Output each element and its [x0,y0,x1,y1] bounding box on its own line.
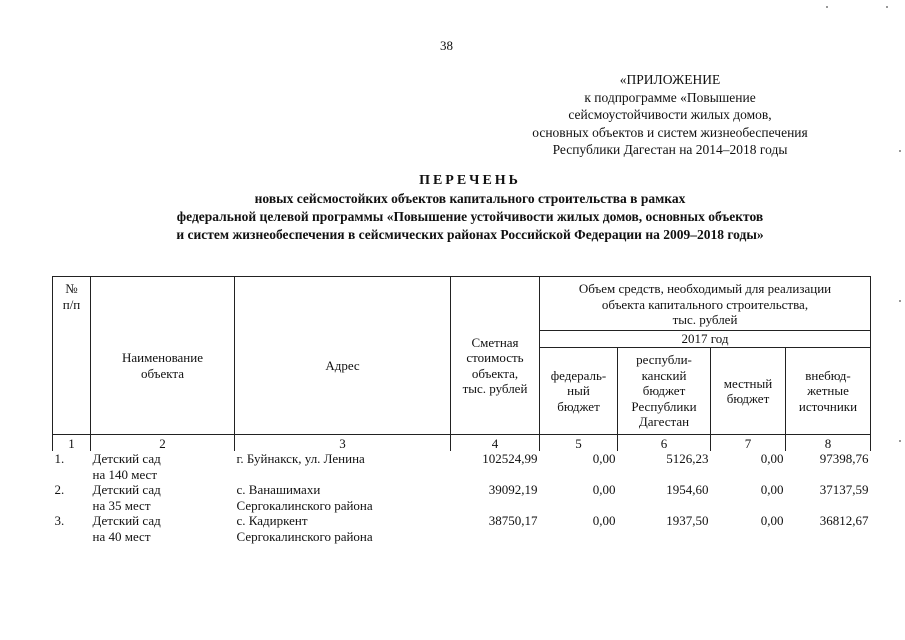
appendix-line: к подпрограмме «Повышение [584,89,756,105]
row-republic: 5126,23 [666,451,709,466]
appendix-header [460,71,880,159]
page-number: 38 [440,38,453,53]
table-row [53,482,871,513]
header-cost [451,277,540,435]
row-republic: 1937,50 [666,513,709,528]
row-name [91,513,235,544]
document-title [90,172,850,244]
row-extra: 37137,59 [819,482,869,497]
row-federal: 0,00 [592,482,616,497]
row-local: 0,00 [760,482,784,497]
scan-dot [886,6,888,8]
row-idx: 3. [54,513,65,528]
column-number: 5 [540,435,618,452]
column-number: 2 [91,435,235,452]
table-row [53,513,871,544]
row-name-text: Детский сад на 140 мест [92,451,161,482]
appendix-line: сейсмоустойчивости жилых домов, [568,107,772,122]
row-idx: 2. [54,482,65,497]
column-number: 1 [53,435,91,452]
appendix-line: «ПРИЛОЖЕНИЕ [619,72,721,87]
row-cost: 102524,99 [482,451,538,466]
header-name-text: Наименование объекта [122,350,203,381]
row-name [91,482,235,513]
row-address [235,513,451,544]
row-idx: 1. [54,451,65,466]
title-word: ПЕРЕЧЕНЬ [419,173,521,188]
header-idx-text: № п/п [62,281,81,312]
title-line: новых сейсмостойких объектов капитального строительства в рамках [254,191,686,206]
title-line: федеральной целевой программы «Повышение устойчивости жилых домов, основных объектов [176,209,764,224]
row-address-text: г. Буйнакск, ул. Ленина [236,451,365,466]
header-republic-text: республи- канский бюджет Республики Дагестан [631,352,697,430]
scan-dot [899,150,901,152]
row-name-text: Детский сад на 40 мест [92,513,161,544]
header-funds-text: Объем средств, необходимый для реализации объекта капитального строительства, тыс. рублей [578,281,832,328]
column-number: 6 [618,435,711,452]
header-address [235,277,451,435]
scan-dot [899,440,901,442]
header-local [711,348,786,435]
row-republic: 1954,60 [666,482,709,497]
row-name [91,451,235,482]
column-number: 8 [786,435,871,452]
objects-table [52,276,871,544]
row-name-text: Детский сад на 35 мест [92,482,161,513]
header-federal-text: федераль- ный бюджет [550,367,607,414]
appendix-line: Республики Дагестан на 2014–2018 годы [552,142,788,157]
header-idx [53,277,91,435]
header-year: 2017 год [540,331,871,348]
row-cost: 38750,17 [488,513,538,528]
row-federal: 0,00 [592,451,616,466]
header-extra-text: внебюд- жетные источники [798,367,858,414]
row-address-text: с. Кадиркент Сергокалинского района [236,513,373,544]
scan-dot [826,6,828,8]
scan-dot [899,300,901,302]
header-name [91,277,235,435]
row-extra: 97398,76 [819,451,869,466]
title-line: и систем жизнеобеспечения в сейсмических районах Российской Федерации на 2009–2018 годы» [176,227,764,242]
header-cost-text: Сметная стоимость объекта, тыс. рублей [462,334,528,396]
row-address [235,482,451,513]
row-address-text: с. Ванашимахи Сергокалинского района [236,482,373,513]
row-local: 0,00 [760,513,784,528]
header-republic [618,348,711,435]
row-local: 0,00 [760,451,784,466]
row-extra: 36812,67 [819,513,869,528]
row-address [235,451,451,482]
column-number: 3 [235,435,451,452]
column-number: 4 [451,435,540,452]
header-funds [540,277,871,331]
column-number: 7 [711,435,786,452]
header-federal [540,348,618,435]
table-row [53,451,871,482]
header-address-text: Адрес [325,357,360,373]
row-cost: 39092,19 [488,482,538,497]
row-federal: 0,00 [592,513,616,528]
header-local-text: местный бюджет [723,375,773,406]
header-extra [786,348,871,435]
appendix-line: основных объектов и систем жизнеобеспечения [532,124,808,140]
